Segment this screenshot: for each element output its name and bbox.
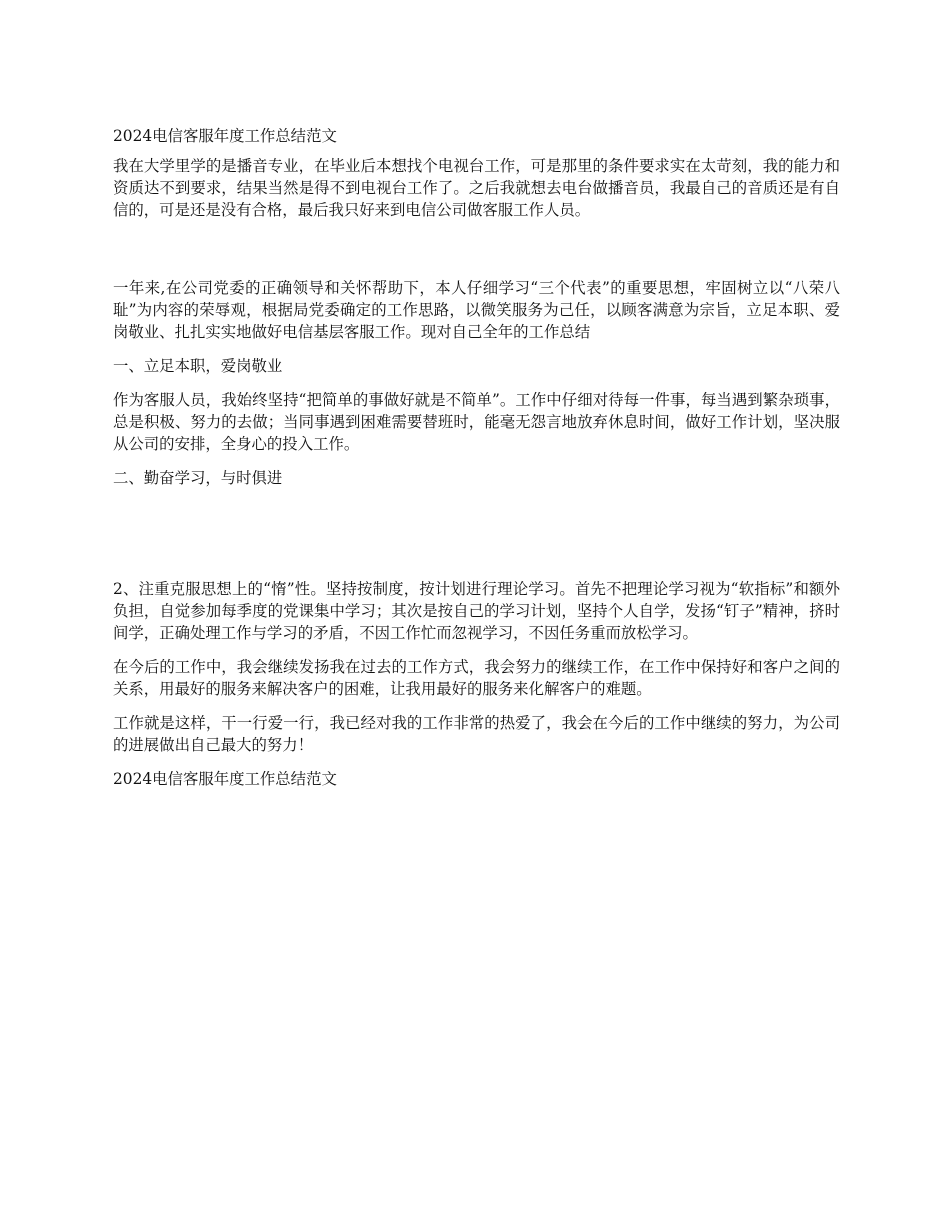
document-title: 2024电信客服年度工作总结范文 <box>113 127 337 145</box>
future-paragraph: 在今后的工作中，我会继续发扬我在过去的工作方式，我会努力的继续工作，在工作中保持好和客户之间的关系，用最好的服务来解决客户的困难，让我用最好的服务来化解客户的难题。 <box>113 658 840 698</box>
summary-paragraph: 一年来,在公司党委的正确领导和关怀帮助下，本人仔细学习“三个代表”的重要思想，牢固树立以“八荣八耻”为内容的荣辱观，根据局党委确定的工作思路，以微笑服务为己任，以顾客满意为宗旨，立足本职、爱岗敬业、扎扎实实地做好电信基层客服工作。现对自己全年的工作总结 <box>113 279 840 341</box>
document-body <box>113 125 840 790</box>
section-one-paragraph: 作为客服人员，我始终坚持“把简单的事做好就是不简单”。工作中仔细对待每一件事，每当遇到繁杂琐事，总是积极、努力的去做；当同事遇到困难需要替班时，能毫无怨言地放弃休息时间，做好工作计划，坚决服从公司的安排，全身心的投入工作。 <box>113 391 840 453</box>
section-one-heading: 一、立足本职，爱岗敬业 <box>113 357 283 375</box>
section-two-heading: 二、勤奋学习，与时俱进 <box>113 469 283 487</box>
intro-paragraph: 我在大学里学的是播音专业，在毕业后本想找个电视台工作，可是那里的条件要求实在太苛刻，我的能力和资质达不到要求，结果当然是得不到电视台工作了。之后我就想去电台做播音员，我最自己的音质还是有自信的，可是还是没有合格，最后我只好来到电信公司做客服工作人员。 <box>113 157 840 219</box>
footer-title: 2024电信客服年度工作总结范文 <box>113 770 337 788</box>
section-two-paragraph: 2、注重克服思想上的“惰”性。坚持按制度，按计划进行理论学习。首先不把理论学习视为“软指标”和额外负担，自觉参加每季度的党课集中学习；其次是按自己的学习计划，坚持个人自学，发扬“钉子”精神，挤时间学，正确处理工作与学习的矛盾，不因工作忙而忽视学习，不因任务重而放松学习。 <box>113 580 840 642</box>
closing-paragraph: 工作就是这样，干一行爱一行，我已经对我的工作非常的热爱了，我会在今后的工作中继续的努力，为公司的进展做出自己最大的努力！ <box>113 714 840 754</box>
